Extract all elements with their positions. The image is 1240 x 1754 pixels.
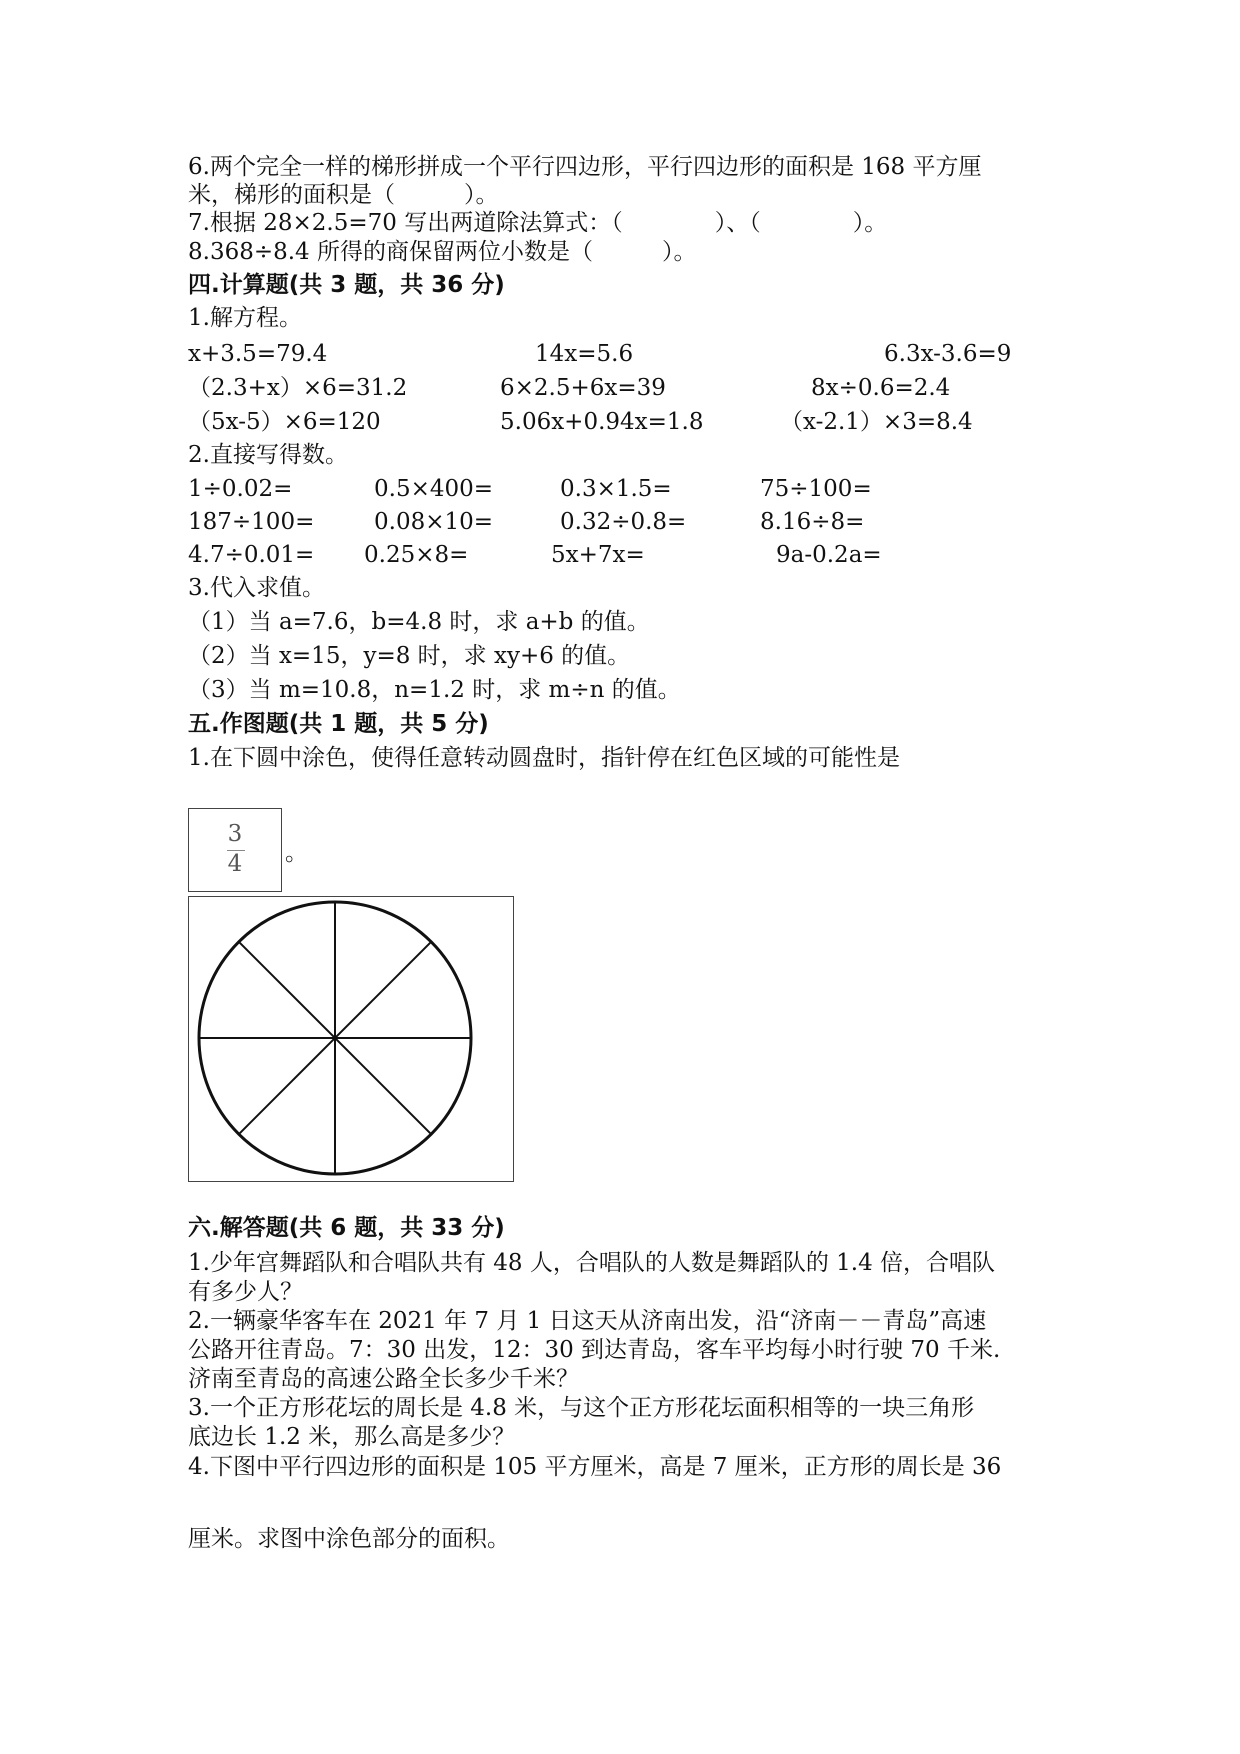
substitution-item: （2）当 x=15，y=8 时，求 xy+6 的值。 xyxy=(188,643,631,669)
section-6-q2-line-2: 公路开往青岛。7：30 出发，12：30 到达青岛，客车平均每小时行驶 70 千米. xyxy=(188,1337,1001,1363)
section-6-q1-line-1: 1.少年宫舞蹈队和合唱队共有 48 人，合唱队的人数是舞蹈队的 1.4 倍，合唱队 xyxy=(188,1250,996,1276)
quick-calc: 75÷100= xyxy=(760,476,872,502)
equation: 8x÷0.6=2.4 xyxy=(811,375,951,401)
section-6-q3-line-1: 3.一个正方形花坛的周长是 4.8 米，与这个正方形花坛面积相等的一块三角形 xyxy=(188,1395,975,1421)
section-6-heading: 六.解答题(共 6 题，共 33 分) xyxy=(188,1215,505,1241)
circle-svg xyxy=(189,897,513,1181)
section-6-q2-line-1: 2.一辆豪华客车在 2021 年 7 月 1 日这天从济南出发，沿“济南－－青岛”高速 xyxy=(188,1308,987,1334)
equation: 6.3x-3.6=9 xyxy=(884,341,1012,367)
quick-calc: 1÷0.02= xyxy=(188,476,293,502)
quick-calc: 0.08×10= xyxy=(374,509,494,535)
equation: 5.06x+0.94x=1.8 xyxy=(500,409,704,435)
section-4-q3-title: 3.代入求值。 xyxy=(188,575,325,601)
quick-calc: 0.25×8= xyxy=(364,542,469,568)
quick-calc: 8.16÷8= xyxy=(760,509,865,535)
fraction-denominator: 4 xyxy=(227,851,243,877)
quick-calc: 4.7÷0.01= xyxy=(188,542,315,568)
section-4-heading: 四.计算题(共 3 题，共 36 分) xyxy=(188,272,505,298)
substitution-item: （3）当 m=10.8，n=1.2 时，求 m÷n 的值。 xyxy=(188,677,681,703)
equation: x+3.5=79.4 xyxy=(188,341,328,367)
question-8: 8.368÷8.4 所得的商保留两位小数是（ ）。 xyxy=(188,239,697,265)
substitution-item: （1）当 a=7.6，b=4.8 时，求 a+b 的值。 xyxy=(188,609,650,635)
section-6-q2-line-3: 济南至青岛的高速公路全长多少千米？ xyxy=(188,1366,579,1392)
circle-figure xyxy=(188,896,514,1182)
quick-calc: 0.32÷0.8= xyxy=(560,509,687,535)
equation: （2.3+x）×6=31.2 xyxy=(188,375,408,401)
fraction-suffix: 。 xyxy=(285,840,308,866)
equation: 6×2.5+6x=39 xyxy=(500,375,666,401)
question-6-line-2: 米，梯形的面积是（ ）。 xyxy=(188,182,499,208)
equation: （x-2.1）×3=8.4 xyxy=(780,409,973,435)
section-5-q1: 1.在下圆中涂色，使得任意转动圆盘时，指针停在红色区域的可能性是 xyxy=(188,745,900,771)
quick-calc: 187÷100= xyxy=(188,509,315,535)
equation: 14x=5.6 xyxy=(535,341,634,367)
fraction-image xyxy=(188,808,282,892)
quick-calc: 0.3×1.5= xyxy=(560,476,672,502)
question-7: 7.根据 28×2.5=70 写出两道除法算式：（ ）、（ ）。 xyxy=(188,210,888,236)
quick-calc: 5x+7x= xyxy=(551,542,645,568)
section-6-q3-line-2: 底边长 1.2 米，那么高是多少？ xyxy=(188,1424,516,1450)
section-4-q2-title: 2.直接写得数。 xyxy=(188,442,348,468)
section-6-q1-line-2: 有多少人？ xyxy=(188,1279,303,1305)
quick-calc: 9a-0.2a= xyxy=(776,542,882,568)
section-5-heading: 五.作图题(共 1 题，共 5 分) xyxy=(188,711,489,737)
section-6-q4-line-1: 4.下图中平行四边形的面积是 105 平方厘米，高是 7 厘米，正方形的周长是 36 xyxy=(188,1454,1002,1480)
question-6-line-1: 6.两个完全一样的梯形拼成一个平行四边形，平行四边形的面积是 168 平方厘 xyxy=(188,154,982,180)
quick-calc: 0.5×400= xyxy=(374,476,494,502)
section-6-q4-line-2: 厘米。求图中涂色部分的面积。 xyxy=(188,1526,510,1552)
section-4-q1-title: 1.解方程。 xyxy=(188,305,302,331)
fraction-numerator: 3 xyxy=(227,821,243,847)
equation: （5x-5）×6=120 xyxy=(188,409,381,435)
